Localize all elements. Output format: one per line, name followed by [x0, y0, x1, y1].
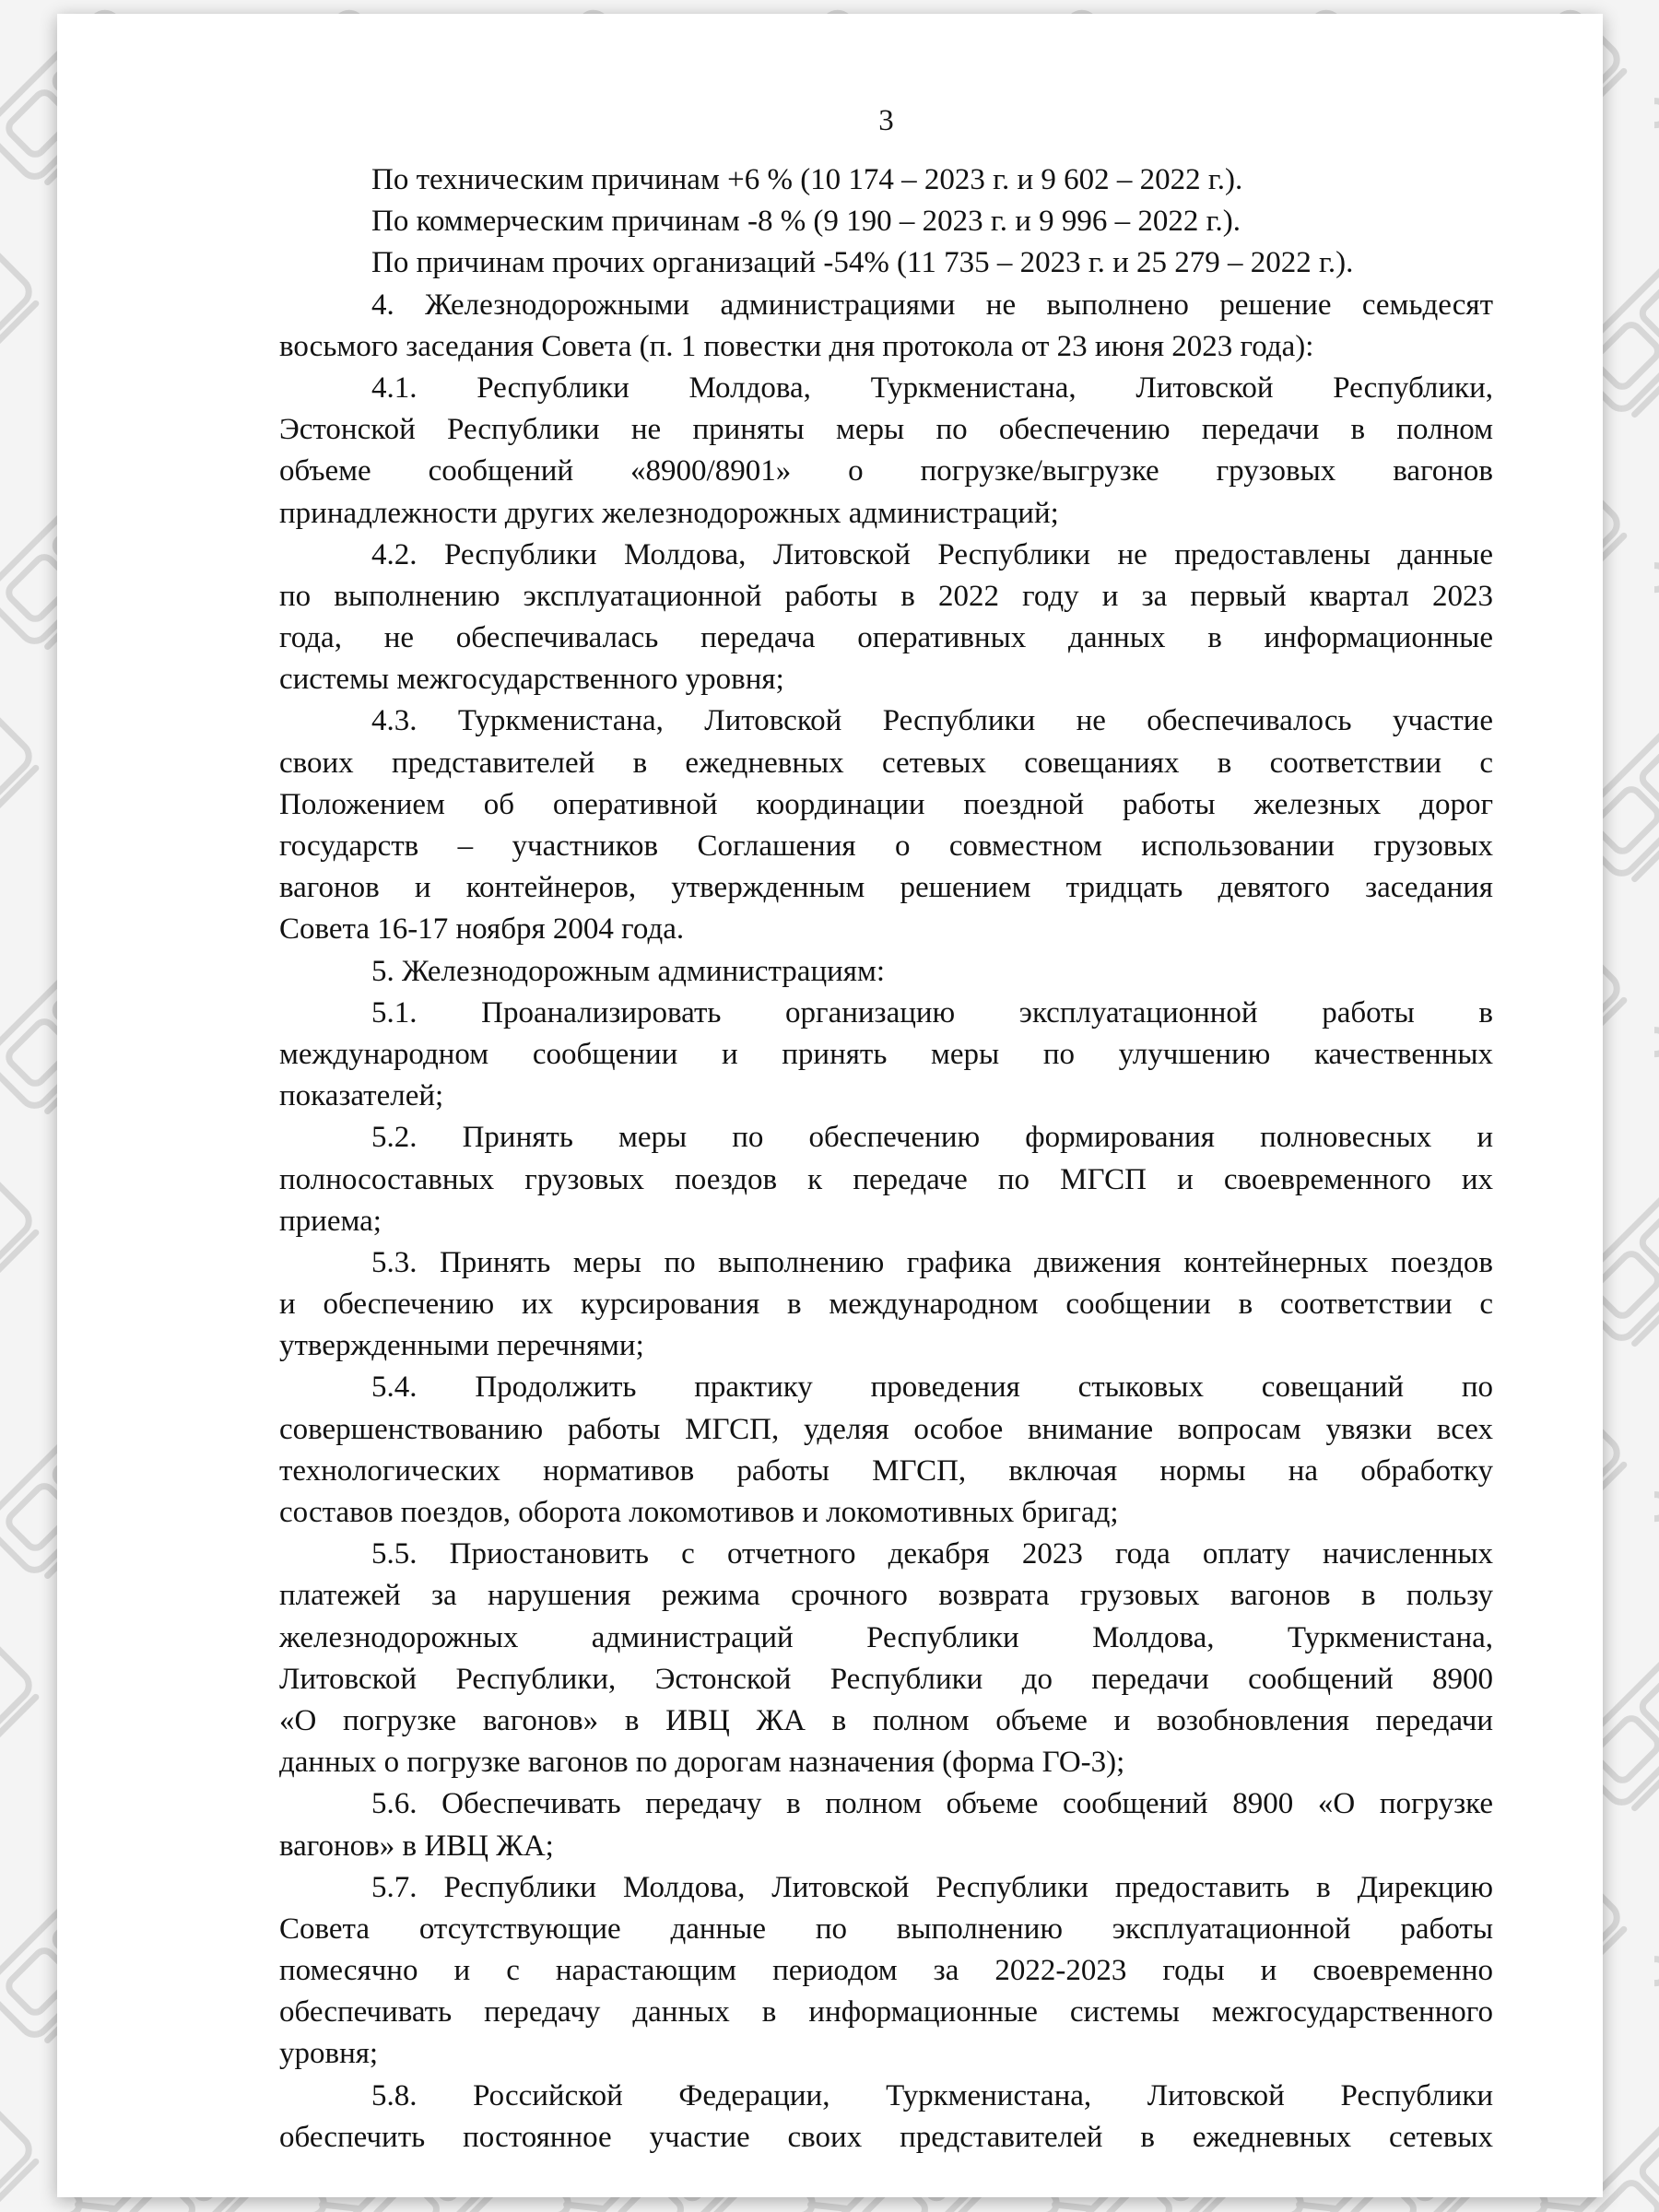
text-line: показателей;: [279, 1079, 444, 1113]
paragraph: [279, 1242, 1493, 1368]
train-icon: [1654, 0, 1659, 212]
paragraph: [279, 700, 1493, 950]
paragraph: [279, 951, 1493, 993]
text-line: государств – участников Соглашения о совместном использовании грузовых: [279, 830, 1493, 863]
text-line: Совета 16-17 ноября 2004 года.: [279, 912, 685, 947]
text-line: системы межгосударственного уровня;: [279, 663, 784, 697]
text-line: 5.5. Приостановить с отчетного декабря 2023 года оплату начисленных: [371, 1537, 1493, 1571]
paragraph: [279, 159, 1493, 201]
text-line: «О погрузке вагонов» в ИВЦ ЖА в полном объеме и возобновления передачи: [279, 1703, 1493, 1737]
paragraph: [279, 1867, 1493, 2076]
text-line: восьмого заседания Совета (п. 1 повестки дня протокола от 23 июня 2023 года):: [279, 329, 1314, 363]
text-line: 4.2. Республики Молдова, Литовской Республики не предоставлены данные: [371, 537, 1493, 571]
paragraph: [279, 368, 1493, 535]
text-line: Эстонской Республики не приняты меры по обеспечению передачи в полном: [279, 413, 1493, 447]
text-line: 5.7. Республики Молдова, Литовской Республики предоставить в Дирекцию: [371, 1870, 1493, 1904]
text-line: помесячно и с нарастающим периодом за 2022-2023 годы и своевременно: [279, 1954, 1493, 1988]
text-line: международном сообщении и принять меры по улучшению качественных: [279, 1037, 1493, 1071]
paragraph: [279, 993, 1493, 1118]
text-line: По техническим причинам +6 % (10 174 – 2023 г. и 9 602 – 2022 г.).: [371, 163, 1243, 196]
text-line: По причинам прочих организаций -54% (11 735 – 2023 г. и 25 279 – 2022 г.).: [371, 246, 1354, 280]
text-line: 5.8. Российской Федерации, Туркменистана, Литовской Республики: [371, 2078, 1493, 2112]
train-icon: [0, 1134, 62, 1373]
text-line: по выполнению эксплуатационной работы в 2022 году и за первый квартал 2023: [279, 579, 1493, 613]
train-icon: [0, 2063, 62, 2212]
text-line: технологических нормативов работы МГСП, включая нормы на обработку: [279, 1453, 1493, 1488]
paragraph: [279, 1783, 1493, 1866]
text-line: обеспечивать передачу данных в информационные системы межгосударственного: [279, 1995, 1493, 2030]
train-icon: [1654, 901, 1659, 1141]
text-line: приема;: [279, 1204, 382, 1238]
paragraph: [279, 2076, 1493, 2159]
paragraph: [279, 1367, 1493, 1534]
text-line: данных о погрузке вагонов по дорогам назначения (форма ГО-3);: [279, 1746, 1125, 1780]
page-number: 3: [878, 104, 894, 137]
text-line: Совета отсутствующие данные по выполнению эксплуатационной работы: [279, 1912, 1493, 1946]
text-line: вагонов» в ИВЦ ЖА;: [279, 1829, 554, 1863]
text-line: Литовской Республики, Эстонской Республики до передачи сообщений 8900: [279, 1662, 1493, 1696]
text-line: полносоставных грузовых поездов к передаче по МГСП и своевременного их: [279, 1162, 1493, 1196]
text-line: 5.2. Принять меры по обеспечению формирования полновесных и: [371, 1121, 1493, 1155]
train-icon: [0, 669, 62, 909]
text-line: По коммерческим причинам -8 % (9 190 – 2023 г. и 9 996 – 2022 г.).: [371, 205, 1241, 239]
text-line: своих представителей в ежедневных сетевых совещаниях в соответствии с: [279, 746, 1493, 780]
text-line: обеспечить постоянное участие своих представителей в ежедневных сетевых: [279, 2120, 1493, 2154]
text-line: 4. Железнодорожными администрациями не выполнено решение семьдесят: [371, 288, 1493, 322]
text-line: 5.3. Принять меры по выполнению графика движения контейнерных поездов: [371, 1245, 1493, 1279]
train-icon: [1654, 1366, 1659, 1606]
text-line: 5. Железнодорожным администрациям:: [371, 954, 886, 988]
text-line: принадлежности других железнодорожных администраций;: [279, 496, 1059, 530]
paragraph: [279, 1534, 1493, 1783]
text-line: 4.1. Республики Молдова, Туркменистана, Литовской Республики,: [371, 371, 1493, 405]
text-line: года, не обеспечивалась передача оперативных данных в информационные: [279, 621, 1493, 655]
paragraph: [279, 285, 1493, 368]
text-line: совершенствованию работы МГСП, уделяя особое внимание вопросам увязки всех: [279, 1412, 1493, 1446]
paragraph: [279, 1117, 1493, 1242]
text-line: 5.6. Обеспечивать передачу в полном объеме сообщений 8900 «О погрузке: [371, 1787, 1493, 1821]
text-line: Положением об оперативной координации поездной работы железных дорог: [279, 787, 1493, 821]
document-page: [57, 14, 1603, 2197]
document-body: [279, 159, 1493, 2159]
train-icon: [0, 1598, 62, 1838]
text-line: составов поездов, оборота локомотивов и локомотивных бригад;: [279, 1496, 1119, 1529]
train-icon: [1654, 437, 1659, 677]
text-line: 5.1. Проанализировать организацию эксплуатационной работы в: [371, 995, 1493, 1030]
text-line: железнодорожных администраций Республики Молдова, Туркменистана,: [279, 1620, 1493, 1654]
text-line: платежей за нарушения режима срочного возврата грузовых вагонов в пользу: [279, 1579, 1493, 1613]
text-line: вагонов и контейнеров, утвержденным решением тридцать девятого заседания: [279, 871, 1493, 905]
paragraph: [279, 535, 1493, 701]
train-icon: [1654, 1830, 1659, 2070]
text-line: объеме сообщений «8900/8901» о погрузке/выгрузке грузовых вагонов: [279, 454, 1493, 488]
text-line: 4.3. Туркменистана, Литовской Республики не обеспечивалось участие: [371, 704, 1493, 738]
paragraph: [279, 242, 1493, 284]
text-line: 5.4. Продолжить практику проведения стыковых совещаний по: [371, 1371, 1493, 1405]
train-icon: [0, 205, 62, 444]
paragraph: [279, 201, 1493, 242]
text-line: и обеспечению их курсирования в международном сообщении в соответствии с: [279, 1288, 1493, 1322]
text-line: утвержденными перечнями;: [279, 1329, 644, 1363]
text-line: уровня;: [279, 2037, 379, 2071]
